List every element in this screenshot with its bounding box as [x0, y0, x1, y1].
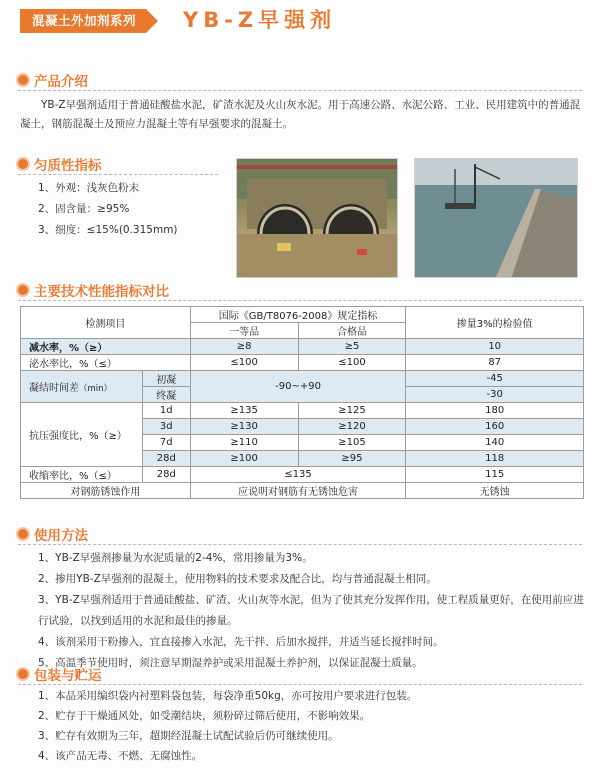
cell-result: 180 — [406, 403, 584, 419]
table-row — [21, 339, 584, 355]
cell-result: 87 — [406, 355, 584, 371]
section-divider — [18, 174, 218, 175]
section-packaging-heading — [18, 664, 102, 684]
cell-age: 3d — [142, 419, 190, 435]
cell-result: 115 — [406, 467, 584, 483]
row-label: 收缩率比，%（≤） — [21, 467, 143, 483]
cell-age: 28d — [142, 467, 190, 483]
list-item: 1、本品采用编织袋内衬塑料袋包装，每袋净重50kg，亦可按用户要求进行包装。 — [38, 690, 418, 702]
section-divider — [18, 544, 582, 545]
cell-grade1: ≥8 — [190, 339, 298, 355]
cell-result: 160 — [406, 419, 584, 435]
list-item: 3、贮存有效期为三年，超期经混凝土试配试验后仍可继续使用。 — [38, 730, 339, 742]
section-title: 产品介绍 — [34, 74, 88, 90]
header-standard: 国际《GB/T8076-2008》规定指标 — [190, 307, 406, 323]
header-grade2: 合格品 — [298, 323, 406, 339]
cell-grade2: ≥5 — [298, 339, 406, 355]
list-item: 2、贮存于干燥通风处，如受潮结块，须粉碎过筛后使用，不影响效果。 — [38, 710, 371, 722]
setting-unit: （min） — [79, 384, 113, 394]
section-title: 包装与贮运 — [34, 668, 102, 684]
list-item: 2、固含量：≥95% — [38, 203, 130, 215]
bullet-icon — [18, 75, 28, 85]
cell-grade1: ≥100 — [190, 451, 298, 467]
cell-grade1: ≥110 — [190, 435, 298, 451]
section-title: 匀质性指标 — [34, 158, 102, 174]
intro-text: YB-Z早强剂适用于普通硅酸盐水泥，矿渣水泥及火山灰水泥。用于高速公路、水泥公路、工业、民用建筑中的普通混凝土，钢筋混凝土及预应力混凝土等有早强要求的混凝土。 — [20, 99, 581, 130]
cell-age: 1d — [142, 403, 190, 419]
header-item: 检测项目 — [21, 307, 191, 339]
cell-grade2: ≥95 — [298, 451, 406, 467]
list-item: 4、该剂采用干粉掺入，宜直接掺入水泥，先干拌、后加水搅拌，并适当延长搅拌时间。 — [38, 636, 444, 648]
table-row — [21, 483, 584, 499]
section-usage-heading — [18, 524, 88, 544]
bridge-image — [415, 159, 578, 278]
cell-grade1: ≥135 — [190, 403, 298, 419]
cell-sublabel: 终凝 — [142, 387, 190, 403]
table-row — [21, 371, 584, 387]
list-item: 5、高温季节使用时，须注意早期湿养护或采用混凝土养护剂，以保证混凝土质量。 — [38, 657, 423, 669]
cell-grade1: ≥130 — [190, 419, 298, 435]
cell-result: -30 — [406, 387, 584, 403]
cell-range: -90~+90 — [190, 371, 406, 403]
table-header-row — [21, 307, 584, 323]
row-label — [21, 371, 143, 403]
intro-paragraph — [20, 96, 586, 134]
list-item: 3、YB-Z早强剂适用于普通硅酸盐、矿渣、火山灰等水泥，但为了使其充分发挥作用，使工程质量更好，在使用前应进行试验，以找到适用的水泥和最佳的掺量。 — [38, 594, 584, 627]
cell-standard: ≤135 — [190, 467, 406, 483]
header-grade1: 一等品 — [190, 323, 298, 339]
table-row — [21, 467, 584, 483]
section-quality-heading — [18, 154, 102, 174]
row-label: 对钢筋锈蚀作用 — [21, 483, 191, 499]
cell-result: 无锈蚀 — [406, 483, 584, 499]
bullet-icon — [18, 159, 28, 169]
section-performance-heading — [18, 280, 169, 300]
bridge-construction-photo — [414, 158, 578, 278]
cell-grade2: ≤100 — [298, 355, 406, 371]
cell-grade2: ≥105 — [298, 435, 406, 451]
setting-label: 凝结时间差 — [29, 383, 79, 394]
packaging-list — [38, 686, 586, 766]
cell-grade1: ≤100 — [190, 355, 298, 371]
header-result: 掺量3%的检验值 — [406, 307, 584, 339]
list-item: 4、该产品无毒、不燃、无腐蚀性。 — [38, 750, 203, 762]
tunnel-image — [237, 159, 398, 278]
product-title: YB-Z早强剂 — [183, 8, 337, 32]
cell-grade2: ≥120 — [298, 419, 406, 435]
series-tag: 混凝土外加剂系列 — [20, 9, 146, 33]
list-item: 3、细度：≤15%(0.315mm) — [38, 224, 178, 236]
cell-result: 140 — [406, 435, 584, 451]
cell-sublabel: 初凝 — [142, 371, 190, 387]
cell-result: 118 — [406, 451, 584, 467]
row-label: 抗压强度比，%（≥） — [21, 403, 143, 467]
cell-standard: 应说明对钢筋有无锈蚀危害 — [190, 483, 406, 499]
cell-result: -45 — [406, 371, 584, 387]
section-divider — [18, 684, 582, 685]
list-item: 1、外观：浅灰色粉末 — [38, 182, 140, 194]
tunnel-construction-photo — [236, 158, 398, 278]
cell-age: 7d — [142, 435, 190, 451]
section-divider — [18, 90, 582, 91]
section-intro-heading — [18, 70, 88, 90]
usage-list — [38, 548, 586, 674]
bullet-icon — [18, 529, 28, 539]
list-item: 2、掺用YB-Z早强剂的混凝土，使用物料的技术要求及配合比，均与普通混凝土相同。 — [38, 573, 437, 585]
cell-grade2: ≥125 — [298, 403, 406, 419]
row-label: 泌水率比，%（≤） — [21, 355, 191, 371]
cell-age: 28d — [142, 451, 190, 467]
list-item: 1、YB-Z早强剂掺量为水泥质量的2-4%，常用掺量为3%。 — [38, 552, 313, 564]
bullet-icon — [18, 669, 28, 679]
row-label: 减水率，%（≥） — [21, 339, 191, 355]
section-title: 主要技术性能指标对比 — [34, 284, 169, 300]
section-divider — [18, 300, 582, 301]
table-row — [21, 403, 584, 419]
header-band — [0, 0, 600, 42]
bullet-icon — [18, 285, 28, 295]
table-row — [21, 355, 584, 371]
performance-table — [20, 306, 584, 499]
quality-list — [38, 178, 178, 241]
cell-result: 10 — [406, 339, 584, 355]
section-title: 使用方法 — [34, 528, 88, 544]
